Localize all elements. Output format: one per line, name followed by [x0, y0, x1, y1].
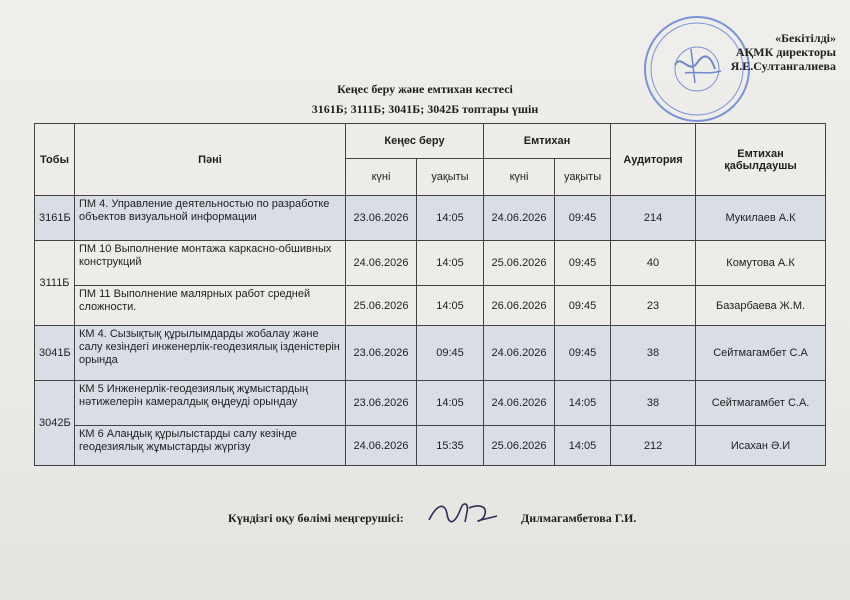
header-row: [35, 124, 826, 159]
document-title: Кеңес беру және емтихан кестесі: [337, 82, 513, 96]
cell-exam-date: 24.06.2026: [484, 196, 555, 241]
col-header-subject: Пәні: [75, 124, 346, 196]
approval-line: АҚМК директоры: [735, 45, 836, 59]
cell-exam-date: 25.06.2026: [484, 241, 555, 286]
cell-exam-time: 14:05: [555, 426, 611, 466]
cell-exam-date: 26.06.2026: [484, 286, 555, 326]
col-header-exam-date: күні: [484, 159, 555, 196]
cell-exam-date: 24.06.2026: [484, 381, 555, 426]
cell-consult-time: 14:05: [417, 196, 484, 241]
document-subtitle: 3161Б; 3111Б; 3041Б; 3042Б топтары үшін: [311, 102, 539, 116]
table-row: [35, 426, 826, 466]
col-header-consult: Кеңес беру: [346, 124, 484, 159]
cell-group: 3161Б: [35, 196, 75, 241]
cell-exam-time: 09:45: [555, 196, 611, 241]
cell-subject: КМ 6 Алаңдық құрылыстарды салу кезінде геодезиялық жұмыстарды жүргізу: [75, 426, 346, 466]
cell-exam-time: 09:45: [555, 286, 611, 326]
cell-group: 3041Б: [35, 326, 75, 381]
col-header-consult-time: уақыты: [417, 159, 484, 196]
col-header-examiner: Емтихан қабылдаушы: [696, 124, 826, 196]
footer-label: Күндізгі оқу бөлімі меңгерушісі:: [228, 511, 404, 525]
approval-block: [731, 31, 836, 73]
cell-subject: КМ 4. Сызықтық құрылымдарды жобалау және салу кезіндегі инженерлік-геодезиялық ізденістерін орында: [75, 326, 346, 381]
cell-examiner: Комутова А.К: [696, 241, 826, 286]
approval-line: Я.Е.Султангалиева: [730, 59, 836, 73]
table-row: [35, 241, 826, 286]
cell-examiner: Базарбаева Ж.М.: [696, 286, 826, 326]
col-header-group: Тобы: [35, 124, 75, 196]
table-row: [35, 196, 826, 241]
cell-auditorium: 38: [611, 381, 696, 426]
cell-consult-date: 23.06.2026: [346, 196, 417, 241]
cell-consult-time: 09:45: [417, 326, 484, 381]
schedule-table: [34, 123, 826, 466]
cell-exam-time: 09:45: [555, 326, 611, 381]
table-row: [35, 286, 826, 326]
cell-consult-date: 25.06.2026: [346, 286, 417, 326]
cell-consult-time: 15:35: [417, 426, 484, 466]
cell-consult-date: 23.06.2026: [346, 326, 417, 381]
cell-group: 3111Б: [35, 241, 75, 326]
cell-subject: ПМ 11 Выполнение малярных работ средней сложности.: [75, 286, 346, 326]
col-header-exam-time: уақыты: [555, 159, 611, 196]
cell-consult-time: 14:05: [417, 241, 484, 286]
cell-consult-time: 14:05: [417, 381, 484, 426]
cell-examiner: Сейтмагамбет С.А: [696, 326, 826, 381]
cell-exam-time: 14:05: [555, 381, 611, 426]
cell-subject: ПМ 4. Управление деятельностью по разработке объектов визуальной информации: [75, 196, 346, 241]
cell-consult-time: 14:05: [417, 286, 484, 326]
table-row: [35, 381, 826, 426]
cell-auditorium: 214: [611, 196, 696, 241]
cell-auditorium: 40: [611, 241, 696, 286]
col-header-auditorium: Аудитория: [611, 124, 696, 196]
cell-exam-time: 09:45: [555, 241, 611, 286]
cell-subject: ПМ 10 Выполнение монтажа каркасно-обшивных конструкций: [75, 241, 346, 286]
cell-examiner: Исахан Ә.И: [696, 426, 826, 466]
cell-exam-date: 25.06.2026: [484, 426, 555, 466]
cell-consult-date: 24.06.2026: [346, 426, 417, 466]
cell-group: 3042Б: [35, 381, 75, 466]
col-header-exam: Емтихан: [484, 124, 611, 159]
cell-consult-date: 24.06.2026: [346, 241, 417, 286]
cell-auditorium: 23: [611, 286, 696, 326]
cell-auditorium: 212: [611, 426, 696, 466]
cell-examiner: Мукилаев А.К: [696, 196, 826, 241]
signature-icon: [425, 498, 500, 528]
footer-name: Дилмагамбетова Г.И.: [521, 511, 637, 525]
cell-subject: КМ 5 Инженерлік-геодезиялық жұмыстардың нәтижелерін камералдық өңдеуді орындау: [75, 381, 346, 426]
approval-line: «Бекітілді»: [775, 31, 836, 45]
table-row: [35, 326, 826, 381]
cell-examiner: Сейтмагамбет С.А.: [696, 381, 826, 426]
cell-auditorium: 38: [611, 326, 696, 381]
cell-consult-date: 23.06.2026: [346, 381, 417, 426]
cell-exam-date: 24.06.2026: [484, 326, 555, 381]
col-header-consult-date: күні: [346, 159, 417, 196]
